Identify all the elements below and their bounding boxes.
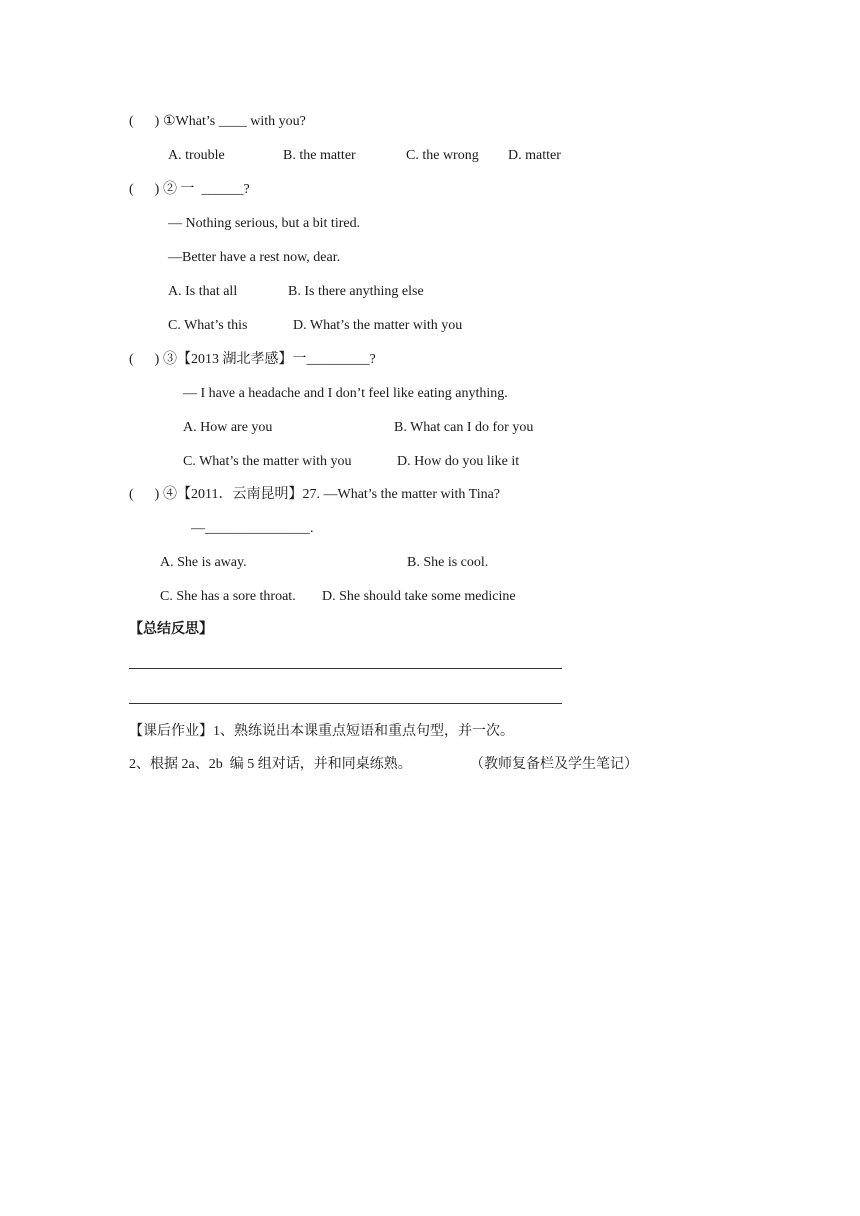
q1-option-c: C. the wrong <box>406 148 479 163</box>
q4-dialog-1: —_______________. <box>191 521 314 536</box>
summary-heading: 【总结反思】 <box>129 622 213 637</box>
q2-paren: ( ) <box>129 182 160 197</box>
q3-dialog-1: — I have a headache and I don’t feel like eating anything. <box>183 386 508 401</box>
q3-paren: ( ) <box>129 352 160 367</box>
q1-option-d: D. matter <box>508 148 561 163</box>
q4-option-b: B. She is cool. <box>407 555 489 570</box>
q3-option-d: D. How do you like it <box>397 454 520 469</box>
q2-dialog-2: —Better have a rest now, dear. <box>168 250 341 265</box>
q4-paren: ( ) <box>129 487 160 502</box>
q1-stem: ①What’s ____ with you? <box>163 114 306 129</box>
q3-option-c: C. What’s the matter with you <box>183 454 352 469</box>
summary-answer-line-2 <box>129 703 562 704</box>
q3-option-b: B. What can I do for you <box>394 420 534 435</box>
q2-dialog-1: — Nothing serious, but a bit tired. <box>168 216 361 231</box>
teacher-notes-label: （教师复备栏及学生笔记） <box>470 757 638 772</box>
q2-option-c: C. What’s this <box>168 318 248 333</box>
q3-stem: ③【2013 湖北孝感】一_________? <box>163 352 376 367</box>
q3-option-a: A. How are you <box>183 420 273 435</box>
homework-line-2: 2、根据 2a、2b 编 5 组对话，并和同桌练熟。 <box>129 757 412 772</box>
q2-option-d: D. What’s the matter with you <box>293 318 463 333</box>
q1-option-a: A. trouble <box>168 148 225 163</box>
q4-stem: ④【2011．云南昆明】27. —What’s the matter with Tina? <box>163 487 501 502</box>
q1-paren: ( ) <box>129 114 160 129</box>
q2-stem: ② 一 ______? <box>163 182 250 197</box>
homework-line-1: 【课后作业】1、熟练说出本课重点短语和重点句型，并一次。 <box>129 724 514 739</box>
q2-option-a: A. Is that all <box>168 284 238 299</box>
q4-option-d: D. She should take some medicine <box>322 589 516 604</box>
summary-answer-line-1 <box>129 668 562 669</box>
q4-option-c: C. She has a sore throat. <box>160 589 296 604</box>
q2-option-b: B. Is there anything else <box>288 284 424 299</box>
q4-option-a: A. She is away. <box>160 555 247 570</box>
q1-option-b: B. the matter <box>283 148 356 163</box>
